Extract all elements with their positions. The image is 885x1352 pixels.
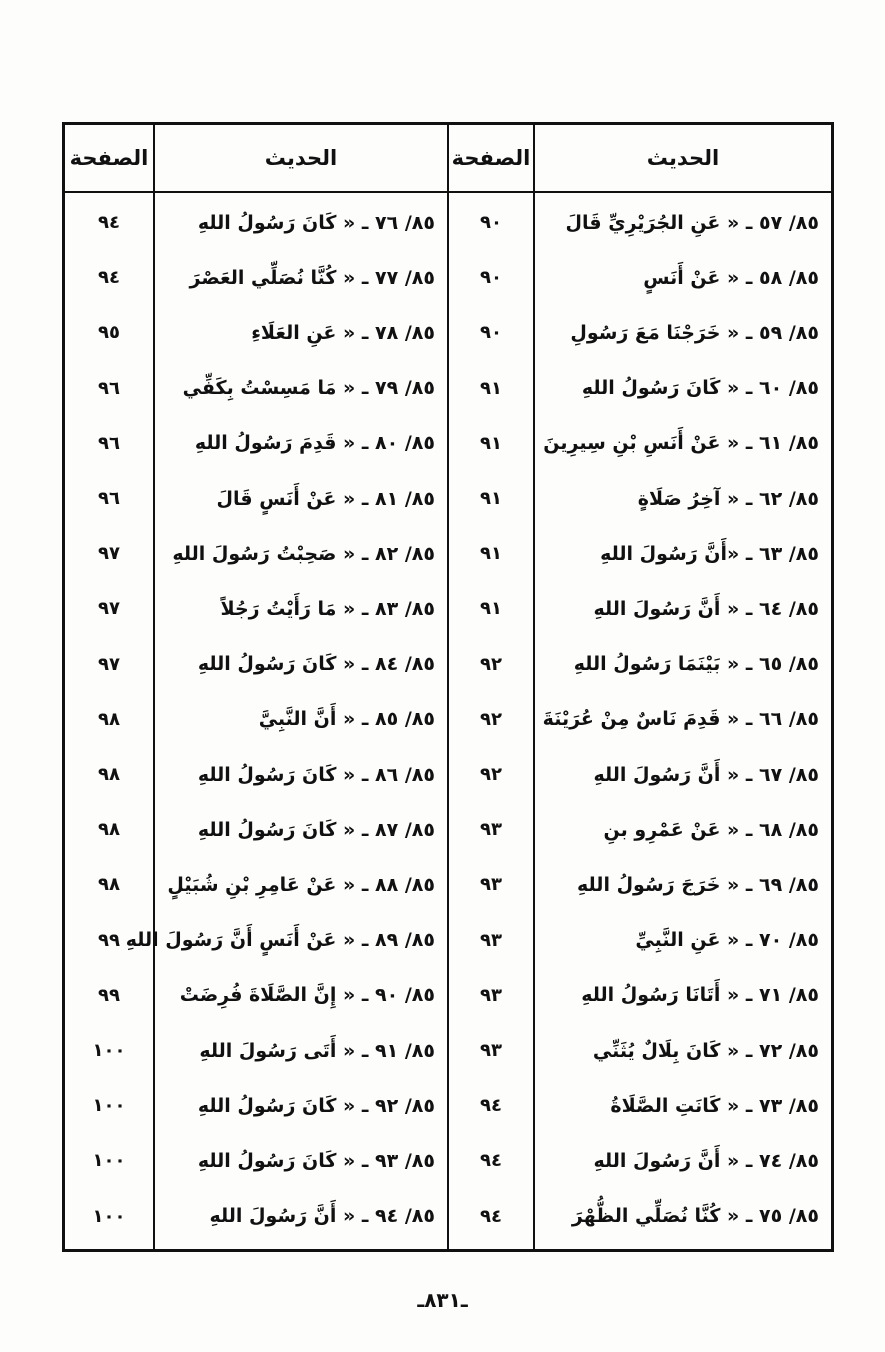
hadith-entry: ٨٥/ ٦١ ـ « عَنْ أَنَسِ بْنِ سِيرِينَ — [543, 432, 819, 455]
hadith-entry: ٨٥/ ٦٤ ـ « أَنَّ رَسُولَ اللهِ — [593, 597, 819, 620]
header-page-right: الصفحة — [451, 146, 531, 170]
hadith-entry: ٨٥/ ٨٠ ـ « قَدِمَ رَسُولُ اللهِ — [194, 432, 435, 455]
hadith-entry: ٨٥/ ٨٧ ـ « كَانَ رَسُولُ اللهِ — [197, 818, 435, 841]
page-number-cell: ٩٤ — [480, 1150, 502, 1172]
hadith-entry: ٨٥/ ٥٨ ـ « عَنْ أَنَسٍ — [643, 266, 819, 289]
hadith-entry: ٨٥/ ٧٧ ـ « كُنَّا نُصَلِّي العَصْرَ — [189, 266, 435, 289]
hadith-entry: ٨٥/ ٧٩ ـ « مَا مَسِسْتُ بِكَفِّي — [182, 377, 435, 400]
page-number: ـ٨٣١ـ — [417, 1288, 468, 1312]
page-number-cell: ٩٦ — [98, 432, 120, 454]
hadith-entry: ٨٥/ ٩٠ ـ « إِنَّ الصَّلَاةَ فُرِضَتْ — [179, 984, 435, 1007]
hadith-entry: ٨٥/ ٦٢ ـ « آخِرُ صَلَاةٍ — [637, 487, 819, 510]
hadith-entry: ٨٥/ ٨٨ ـ « عَنْ عَامِرِ بْنِ شُبَيْلٍ — [167, 873, 435, 896]
page-number-cell: ٩٢ — [480, 708, 502, 730]
page-number-cell: ٩٦ — [98, 377, 120, 399]
page-number-cell: ٩٣ — [480, 984, 502, 1006]
hadith-entry: ٨٥/ ٦٩ ـ « خَرَجَ رَسُولُ اللهِ — [577, 873, 819, 896]
hadith-entry: ٨٥/ ٨٩ ـ « عَنْ أَنَسٍ أَنَّ رَسُولَ اللهِ — [125, 929, 435, 952]
page-number-cell: ٩١ — [480, 488, 502, 509]
page-number-cell: ٩٨ — [98, 764, 120, 785]
hadith-entry: ٨٥/ ٨٥ ـ « أَنَّ النَّبِيَّ — [258, 708, 435, 731]
hadith-entry: ٨٥/ ٧٠ ـ « عَنِ النَّبِيِّ — [635, 929, 819, 952]
page-number-cell: ١٠٠ — [92, 1095, 126, 1117]
header-hadith-right: الحديث — [646, 146, 720, 170]
hadith-entry: ٨٥/ ٩١ ـ « أَتَى رَسُولَ اللهِ — [199, 1039, 435, 1062]
page-number-cell: ٩١ — [480, 543, 502, 565]
page-number-cell: ٩٧ — [98, 543, 120, 565]
hadith-entry: ٨٥/ ٧٣ ـ « كَانَتِ الصَّلَاةُ — [610, 1094, 819, 1117]
hadith-index-table — [62, 122, 834, 1252]
page-number-cell: ٩٠ — [480, 267, 502, 289]
hadith-entry: ٨٥/ ٨٢ ـ « صَحِبْتُ رَسُولَ اللهِ — [172, 542, 435, 565]
page-number-cell: ٩٨ — [98, 874, 120, 896]
hadith-entry: ٨٥/ ٦٠ ـ « كَانَ رَسُولُ اللهِ — [581, 377, 819, 400]
hadith-entry: ٨٥/ ٦٣ ـ «أَنَّ رَسُولَ اللهِ — [600, 542, 819, 565]
hadith-entry: ٨٥/ ٩٣ ـ « كَانَ رَسُولُ اللهِ — [197, 1149, 435, 1172]
page-number-cell: ١٠٠ — [92, 1040, 126, 1061]
page-number-cell: ٩٣ — [480, 1040, 502, 1061]
hadith-entry: ٨٥/ ٩٤ ـ « أَنَّ رَسُولَ اللهِ — [209, 1205, 435, 1228]
page-number-cell: ٩٠ — [480, 322, 502, 344]
page-number-cell: ١٠٠ — [92, 1205, 126, 1227]
page-number-cell: ٩٤ — [480, 1095, 502, 1117]
page-number-cell: ٩٢ — [480, 653, 502, 675]
page-number-cell: ٩٤ — [98, 212, 120, 233]
hadith-entry: ٨٥/ ٩٢ ـ « كَانَ رَسُولُ اللهِ — [197, 1094, 435, 1117]
hadith-entry: ٨٥/ ٨١ ـ « عَنْ أَنَسٍ قَالَ — [216, 487, 435, 510]
hadith-entry: ٨٥/ ٨٣ ـ « مَا رَأَيْتُ رَجُلاً — [220, 597, 435, 620]
page-number-cell: ٩١ — [480, 598, 502, 620]
page-number-cell: ٩٩ — [98, 984, 120, 1006]
page-number-cell: ٩٤ — [98, 267, 120, 289]
page-number-cell: ٩٨ — [98, 819, 120, 841]
hadith-entry: ٨٥/ ٨٤ ـ « كَانَ رَسُولُ اللهِ — [197, 653, 435, 676]
header-page-left: الصفحة — [69, 146, 149, 170]
hadith-entry: ٨٥/ ٥٧ ـ « عَنِ الجُرَيْرِيِّ قَالَ — [565, 211, 819, 234]
hadith-entry: ٨٥/ ٧٥ ـ « كُنَّا نُصَلِّي الظُّهْرَ — [571, 1205, 819, 1228]
page-number-cell: ٩٧ — [98, 653, 120, 675]
header-hadith-left: الحديث — [264, 146, 338, 170]
page-number-cell: ٩٥ — [98, 322, 120, 344]
page-number-cell: ٩٩ — [98, 929, 120, 951]
hadith-entry: ٨٥/ ٧٨ ـ « عَنِ العَلَاءِ — [251, 321, 435, 344]
hadith-entry: ٨٥/ ٦٦ ـ « قَدِمَ نَاسٌ مِنْ عُرَيْنَةَ — [542, 708, 819, 731]
page-number-cell: ٩٧ — [98, 598, 120, 620]
page-number-cell: ٩٣ — [480, 874, 502, 896]
hadith-entry: ٨٥/ ٨٦ ـ « كَانَ رَسُولُ اللهِ — [197, 763, 435, 786]
hadith-entry: ٨٥/ ٦٧ ـ « أَنَّ رَسُولَ اللهِ — [593, 763, 819, 786]
page-number-cell: ٩٣ — [480, 819, 502, 841]
hadith-entry: ٨٥/ ٦٨ ـ « عَنْ عَمْرِو بنِ — [603, 818, 819, 841]
page-number-cell: ١٠٠ — [92, 1150, 126, 1172]
hadith-entry: ٨٥/ ٦٥ ـ « بَيْنَمَا رَسُولُ اللهِ — [573, 653, 819, 676]
page-number-cell: ٩١ — [480, 377, 502, 399]
page-number-cell: ٩٢ — [480, 764, 502, 785]
hadith-entry: ٨٥/ ٧١ ـ « أَتَانَا رَسُولُ اللهِ — [581, 984, 819, 1007]
page-number-cell: ٩٠ — [480, 212, 502, 233]
page-number-cell: ٩٦ — [98, 488, 120, 509]
header-divider — [447, 191, 831, 193]
hadith-entry: ٨٥/ ٧٢ ـ « كَانَ بِلَالٌ يُثَنِّي — [592, 1039, 819, 1062]
page-number-cell: ٩٤ — [480, 1205, 502, 1227]
page-number-cell: ٩١ — [480, 432, 502, 454]
hadith-entry: ٨٥/ ٧٦ ـ « كَانَ رَسُولُ اللهِ — [197, 211, 435, 234]
hadith-entry: ٨٥/ ٥٩ ـ « خَرَجْنَا مَعَ رَسُولِ — [570, 321, 819, 344]
page-number-cell: ٩٨ — [98, 708, 120, 730]
hadith-entry: ٨٥/ ٧٤ ـ « أَنَّ رَسُولَ اللهِ — [593, 1149, 819, 1172]
header-divider — [65, 191, 449, 193]
page-number-cell: ٩٣ — [480, 929, 502, 951]
